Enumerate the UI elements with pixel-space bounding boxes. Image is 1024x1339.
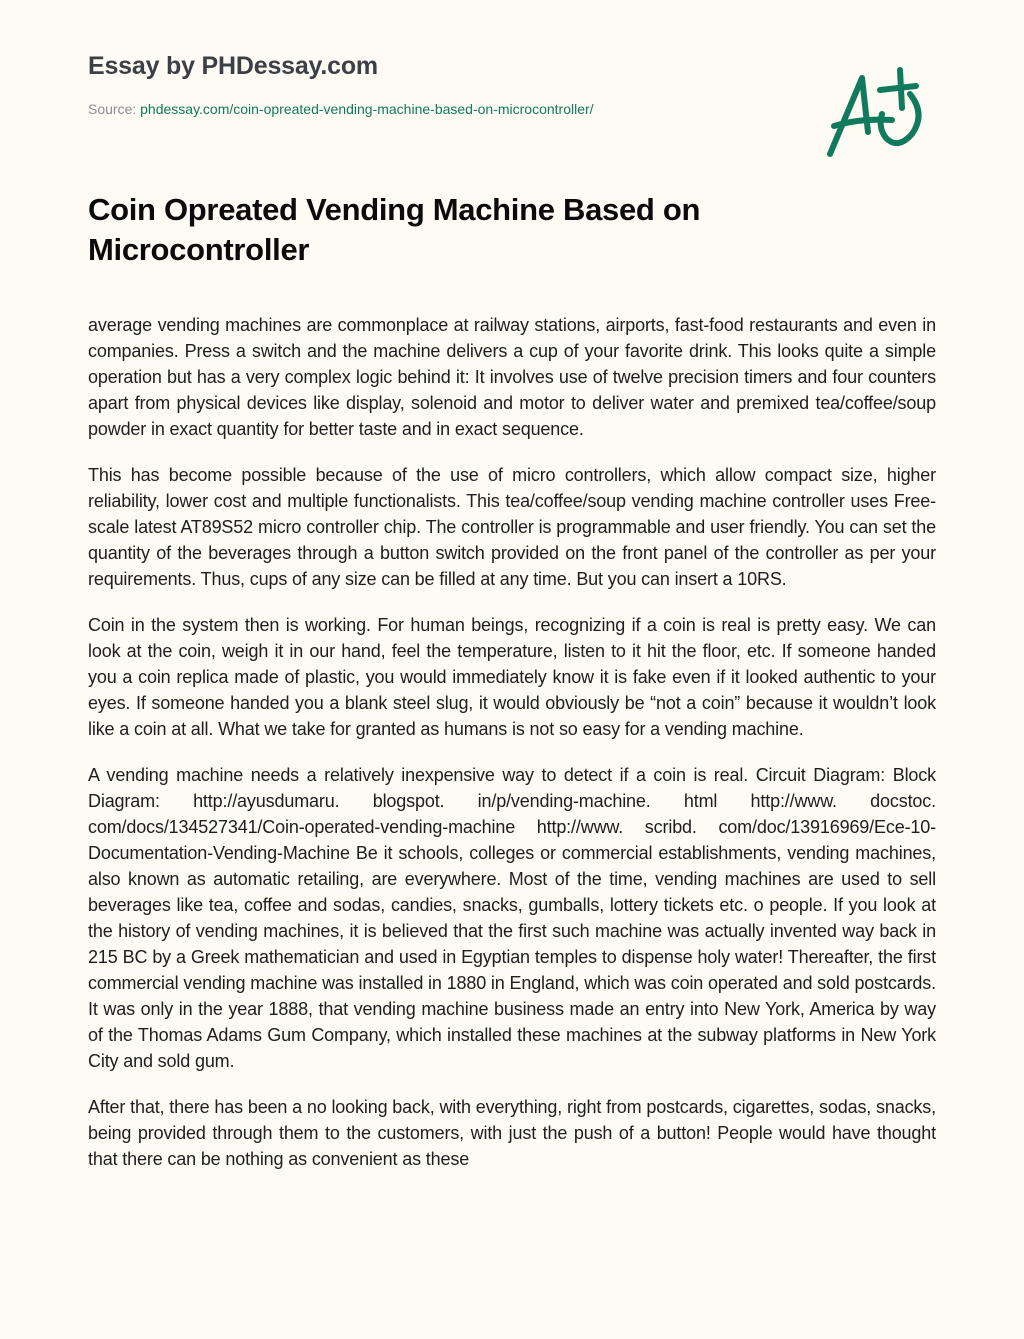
source-label: Source:: [88, 101, 141, 117]
document-title: Coin Opreated Vending Machine Based on Microcontroller: [88, 192, 701, 267]
source-line: [88, 100, 788, 118]
paragraph: A vending machine needs a relatively inexpensive way to detect if a coin is real. Circuit Diagram: Block Diagram: http://ayusdumaru. blogspot. in/p/vending-machine. html http://www. docstoc. com/docs/134527341/Coin-operated-vending-machine http://www. scribd. com/doc/13916969/Ece-10-Documentation-Vending-Machine Be it schools, colleges or commercial establishments, vending machines, also known as automatic retailing, are everywhere. Most of the time, vending machines are used to sell beverages like tea, coffee and sodas, candies, snacks, gumballs, lottery tickets etc. o people. If you look at the history of vending machines, it is believed that the first such machine was actually invented way back in 215 BC by a Greek mathematician and used in Egyptian temples to dispense holy water! Thereafter, the first commercial vending machine was installed in 1880 in England, which was coin operated and sold postcards. It was only in the year 1888, that vending machine business made an entry into New York, America by way of the Thomas Adams Gum Company, which installed these machines at the subway platforms in New York City and sold gum.: [88, 765, 936, 1071]
source-link[interactable]: phdessay.com/coin-opreated-vending-machine-based-on-microcontroller/: [140, 101, 594, 117]
a-plus-grade-icon: [820, 62, 930, 162]
paragraph: Coin in the system then is working. For human beings, recognizing if a coin is real is pretty easy. We can look at the coin, weigh it in our hand, feel the temperature, listen to it hit the floor, etc. If someone handed you a coin replica made of plastic, you would immediately know it is fake even if it looked authentic to your eyes. If someone handed you a blank steel slug, it would obviously be “not a coin” because it wouldn’t look like a coin at all. What we take for granted as humans is not so easy for a vending machine.: [88, 615, 936, 739]
paragraph: After that, there has been a no looking back, with everything, right from postcards, cigarettes, sodas, snacks, being provided through them to the customers, with just the push of a button! People would have thought that there can be nothing as convenient as these: [88, 1097, 936, 1169]
site-header: [88, 50, 788, 118]
site-title: Essay by PHDessay.com: [88, 52, 378, 80]
essay-body: [88, 312, 936, 1192]
paragraph: This has become possible because of the use of micro controllers, which allow compact size, higher reliability, lower cost and multiple functionalists. This tea/coffee/soup vending machine controller uses Free-scale latest AT89S52 micro controller chip. The controller is programmable and user friendly. You can set the quantity of the beverages through a button switch provided on the front panel of the controller as per your requirements. Thus, cups of any size can be filled at any time. But you can insert a 10RS.: [88, 465, 936, 589]
paragraph: average vending machines are commonplace at railway stations, airports, fast-food restaurants and even in companies. Press a switch and the machine delivers a cup of your favorite drink. This looks quite a simple operation but has a very complex logic behind it: It involves use of twelve precision timers and four counters apart from physical devices like display, solenoid and motor to deliver water and premixed tea/coffee/soup powder in exact quantity for better taste and in exact sequence.: [88, 315, 936, 439]
